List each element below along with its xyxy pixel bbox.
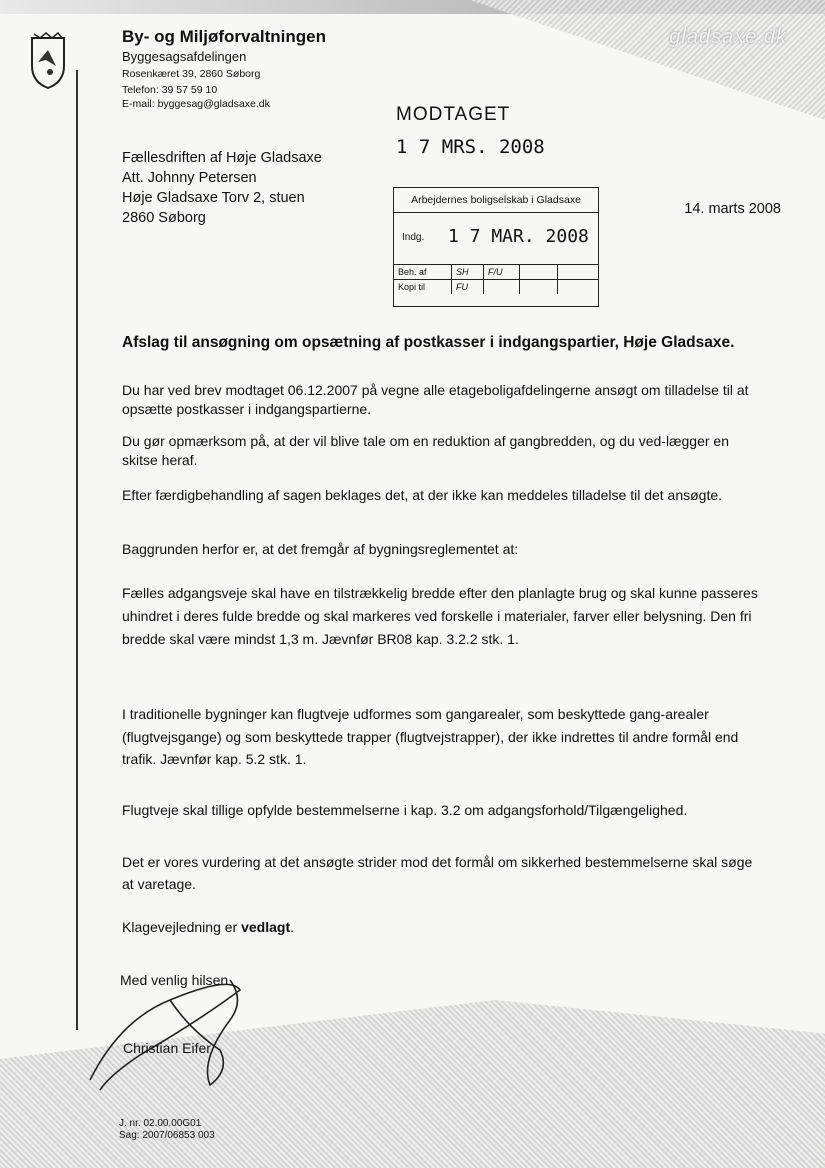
entry-stamp-row (394, 264, 598, 279)
paragraph-text: . (290, 919, 294, 935)
margin-rule (76, 70, 78, 1030)
quoted-regulation: Fælles adgangsveje skal have en tilstrækkelig bredde efter den planlagte brug og skal kunne passeres uhindret i deres fulde bredde og skal markeres ved forskelle i materialer, farver eller belysning. Den fri bredde skal være mindst 1,3 m. Jævnfør BR08 kap. 3.2.2 stk. 1. (122, 585, 758, 647)
letter-date: 14. marts 2008 (684, 201, 781, 217)
row-label: Beh. af (394, 265, 452, 279)
letter-subject: Afslag til ansøgning om opsætning af postkasser i indgangspartier, Høje Gladsaxe. (122, 334, 735, 351)
row-value: FU (452, 280, 484, 294)
row-label: Kopi til (394, 280, 452, 294)
row-value (558, 265, 598, 279)
paragraph: Du gør opmærksom på, at der vil blive tale om en reduktion af gangbredden, og du ved-lægger en skitse heraf. (122, 433, 730, 468)
entry-stamp-header: Arbejdernes boligselskab i Gladsaxe (394, 188, 598, 213)
paragraph: Efter færdigbehandling af sagen beklages det, at der ikke kan meddeles tilladelse til det ansøgte. (122, 487, 723, 503)
municipal-crest-icon (28, 32, 68, 90)
closing-phrase: Med venlig hilsen (120, 972, 229, 988)
decorative-header-band (470, 0, 825, 120)
entry-stamp-date: 1 7 MAR. 2008 (448, 226, 589, 247)
brand-watermark: gladsaxe.dk (669, 26, 787, 48)
row-value: F/U (484, 265, 520, 279)
entry-stamp (393, 187, 599, 307)
paragraph: Baggrunden herfor er, at det fremgår af bygningsreglementet at: (122, 541, 519, 557)
sender-email: E-mail: byggesag@gladsaxe.dk (122, 98, 270, 110)
paragraph: Flugtveje skal tillige opfylde bestemmelserne i kap. 3.2 om adgangsforhold/Tilgængelighed. (122, 802, 688, 818)
paragraph: Du har ved brev modtaget 06.12.2007 på vegne alle etageboligafdelingerne ansøgt om tilladelse til at opsætte postkasser i indgangspartierne. (122, 382, 749, 417)
paragraph-emphasis: vedlagt (241, 919, 291, 935)
department-name: Byggesagsafdelingen (122, 49, 247, 64)
quoted-regulation: I traditionelle bygninger kan flugtveje udformes som gangarealer, som beskyttede gang-arealer (flugtvejsgange) og som beskyttede trapper (flugtvejstrapper), der ikke indrettes til andre formål end trafik. Jævnfør kap. 5.2 stk. 1. (122, 706, 739, 767)
sender-address: Rosenkæret 39, 2860 Søborg (122, 68, 261, 80)
received-stamp-label: MODTAGET (396, 104, 511, 125)
case-number: Sag: 2007/06853 003 (119, 1130, 215, 1141)
journal-number: J. nr. 02.00.00G01 (119, 1118, 202, 1129)
handwritten-signature (80, 960, 300, 1100)
reference-numbers (119, 1118, 215, 1142)
row-value: SH (452, 265, 484, 279)
organization-name: By- og Miljøforvaltningen (122, 27, 326, 46)
paragraph-text: Klagevejledning er (122, 919, 242, 935)
signer-name: Christian Eifer (123, 1040, 211, 1056)
sender-phone: Telefon: 39 57 59 10 (122, 84, 218, 96)
recipient-line: Høje Gladsaxe Torv 2, stuen (122, 190, 305, 206)
paragraph (122, 918, 762, 937)
recipient-line: 2860 Søborg (122, 210, 206, 226)
entry-stamp-grid (394, 264, 598, 294)
received-stamp-date: 1 7 MRS. 2008 (396, 136, 545, 158)
row-value (484, 280, 520, 294)
recipient-line: Att. Johnny Petersen (122, 170, 257, 186)
paragraph: Det er vores vurdering at det ansøgte strider mod det formål om sikkerhed bestemmelserne skal søge at varetage. (122, 854, 753, 892)
entry-stamp-indg-label: Indg. (402, 232, 425, 243)
recipient-address (122, 148, 322, 228)
entry-stamp-row (394, 279, 598, 294)
recipient-line: Fællesdriften af Høje Gladsaxe (122, 150, 322, 166)
row-value (558, 280, 598, 294)
row-value (520, 280, 558, 294)
row-value (520, 265, 558, 279)
